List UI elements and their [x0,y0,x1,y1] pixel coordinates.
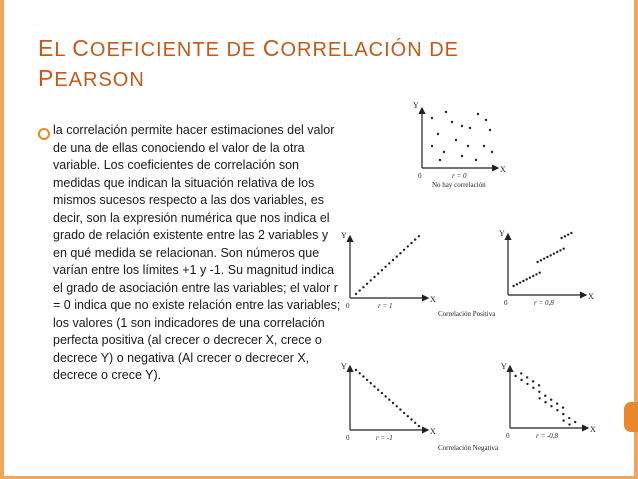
svg-text:0: 0 [504,299,508,307]
scatter-dot [388,399,390,401]
scatter-dot [388,262,390,264]
svg-text:Y: Y [341,231,347,240]
scatter-dot [491,151,493,153]
scatter-dot [475,159,477,161]
svg-text:X: X [588,292,594,301]
scatter-dot [532,387,534,389]
scatter-dot [392,402,394,404]
scatter-dot [373,276,375,278]
scatter-dot [410,242,412,244]
scatter-dot [455,139,457,141]
scatter-dot [550,399,552,401]
scatter-dot [536,261,538,263]
scatter-dot [535,273,537,275]
scatter-dot [396,405,398,407]
scatter-dot [556,402,558,404]
scatter-dot [355,293,357,295]
scatter-dot [574,421,576,423]
plot-negative-perfect [341,362,436,442]
svg-text:Y: Y [501,362,507,371]
scatter-dot [443,151,445,153]
scatter-dot [538,384,540,386]
svg-text:0: 0 [346,302,350,310]
scatter-dot [516,283,518,285]
scatter-dot [560,237,562,239]
scatter-dot [362,286,364,288]
scatter-dot [519,281,521,283]
scatter-dot [410,418,412,420]
scatter-dot [562,419,564,421]
scatter-dot [538,391,540,393]
scatter-dot [407,415,409,417]
scatter-dot [477,113,479,115]
scatter-dot [522,280,524,282]
slide-title: EL COEFICIENTE DE CORRELACIÓN DE PEARSON [38,35,460,91]
scatter-dot [514,375,516,377]
scatter-dot [489,129,491,131]
scatter-dot [469,127,471,129]
scatter-dot [525,278,527,280]
scatter-dot [418,235,420,237]
scatter-dot [567,233,569,235]
svg-text:r = 1: r = 1 [378,302,393,310]
svg-text:r = -0,8: r = -0,8 [536,432,559,440]
dots-negative-partial [514,372,576,425]
scatter-dot [568,417,570,419]
svg-text:0: 0 [346,434,350,442]
scatter-dot [520,372,522,374]
scatter-dot [399,252,401,254]
scatter-dot [384,395,386,397]
scatter-dot [403,412,405,414]
svg-text:0: 0 [418,172,422,180]
svg-text:r = 0: r = 0 [452,172,467,180]
caption-positive: Correlación Positiva [438,310,496,318]
svg-text:X: X [430,295,436,304]
scatter-dot [553,252,555,254]
scatter-dot [366,283,368,285]
svg-text:r = 0,8: r = 0,8 [534,299,554,307]
dots-positive-perfect [355,235,420,295]
scatter-dot [399,408,401,410]
scatter-dot [520,379,522,381]
scatter-dot [549,254,551,256]
plot-negative-partial [501,362,596,440]
plot-no-correlation [413,101,506,189]
svg-text:No hay correlación: No hay correlación [432,181,486,189]
scatter-dot [431,145,433,147]
scatter-dot [544,395,546,397]
scatter-dot [373,385,375,387]
scatter-dot [362,375,364,377]
dots-negative-perfect [355,369,420,428]
scatter-dot [538,397,540,399]
scatter-dot [529,276,531,278]
scatter-dot [539,271,541,273]
svg-text:X: X [430,427,436,436]
scatter-dot [431,117,433,119]
caption-negative: Correlación Negativa [438,444,499,452]
scatter-dot [563,247,565,249]
scatter-dot [439,159,441,161]
scatter-dot [467,145,469,147]
scatter-dot [543,257,545,259]
scatter-dot [370,382,372,384]
scatter-dot [512,285,514,287]
scatter-dot [355,369,357,371]
scatter-dot [381,269,383,271]
scatter-dot [370,279,372,281]
body-paragraph: la correlación permite hacer estimaciones del valor de una de ellas conociendo el valor de la otra variable. Los coeficientes de correlación son medidas que indican la situación relativa de los mismos sucesos respecto a las dos variables, es decir, son la expresión numérica que nos indica el grado de relación existente entre las 2 variables y en qué medida se relacionan. Son números que varían entre los límites +1 y -1. Su magnitud indica el grado de asociación entre las variables; el valor r = 0 indica que no existe relación entre las variables; los valores (1 son indicadores de una correlación perfecta positiva (al crecer o decrecer X, crece o decrece Y) o negativa (Al crecer o decrecer X, decrece o crece Y). [53,123,341,382]
scatter-dot [414,422,416,424]
scatter-dot [437,133,439,135]
scatter-dot [570,232,572,234]
scatter-dot [451,121,453,123]
scatter-dot [359,289,361,291]
scatter-dot [526,376,528,378]
scatter-dot [461,125,463,127]
dots-positive-partial [512,232,572,287]
scatter-dot [377,389,379,391]
plot-positive-perfect [341,231,436,310]
scatter-dot [546,256,548,258]
scatter-dot [550,405,552,407]
scatter-dot [384,266,386,268]
dots-no-correlation [431,111,493,161]
scatter-dot [556,409,558,411]
scatter-dot [396,255,398,257]
scatter-dot [381,392,383,394]
svg-text:X: X [500,165,506,174]
scatter-dot [532,380,534,382]
scatter-dot [485,119,487,121]
scatter-dot [392,259,394,261]
scatter-dot [403,249,405,251]
scatter-dot [414,238,416,240]
scatter-dot [562,406,564,408]
scatter-dot [532,275,534,277]
scatter-dot [407,245,409,247]
svg-text:X: X [590,425,596,434]
scatter-dot [483,145,485,147]
scatter-dot [445,111,447,113]
scatter-dot [418,425,420,427]
scatter-dot [526,383,528,385]
svg-text:r = -1: r = -1 [376,434,393,442]
scatter-dot [377,272,379,274]
scatter-dot [540,259,542,261]
plot-positive-partial [499,229,594,307]
scatter-dot [559,249,561,251]
scatter-dot [568,423,570,425]
svg-text:Y: Y [499,229,505,238]
scatter-dot [461,155,463,157]
scatter-dot [562,413,564,415]
scatter-dot [359,372,361,374]
scatter-dot [544,401,546,403]
scatter-dot [556,251,558,253]
svg-text:Y: Y [341,362,347,371]
svg-text:Y: Y [413,101,419,110]
scatter-dot [366,379,368,381]
svg-text:0: 0 [506,432,510,440]
scatter-dot [564,235,566,237]
